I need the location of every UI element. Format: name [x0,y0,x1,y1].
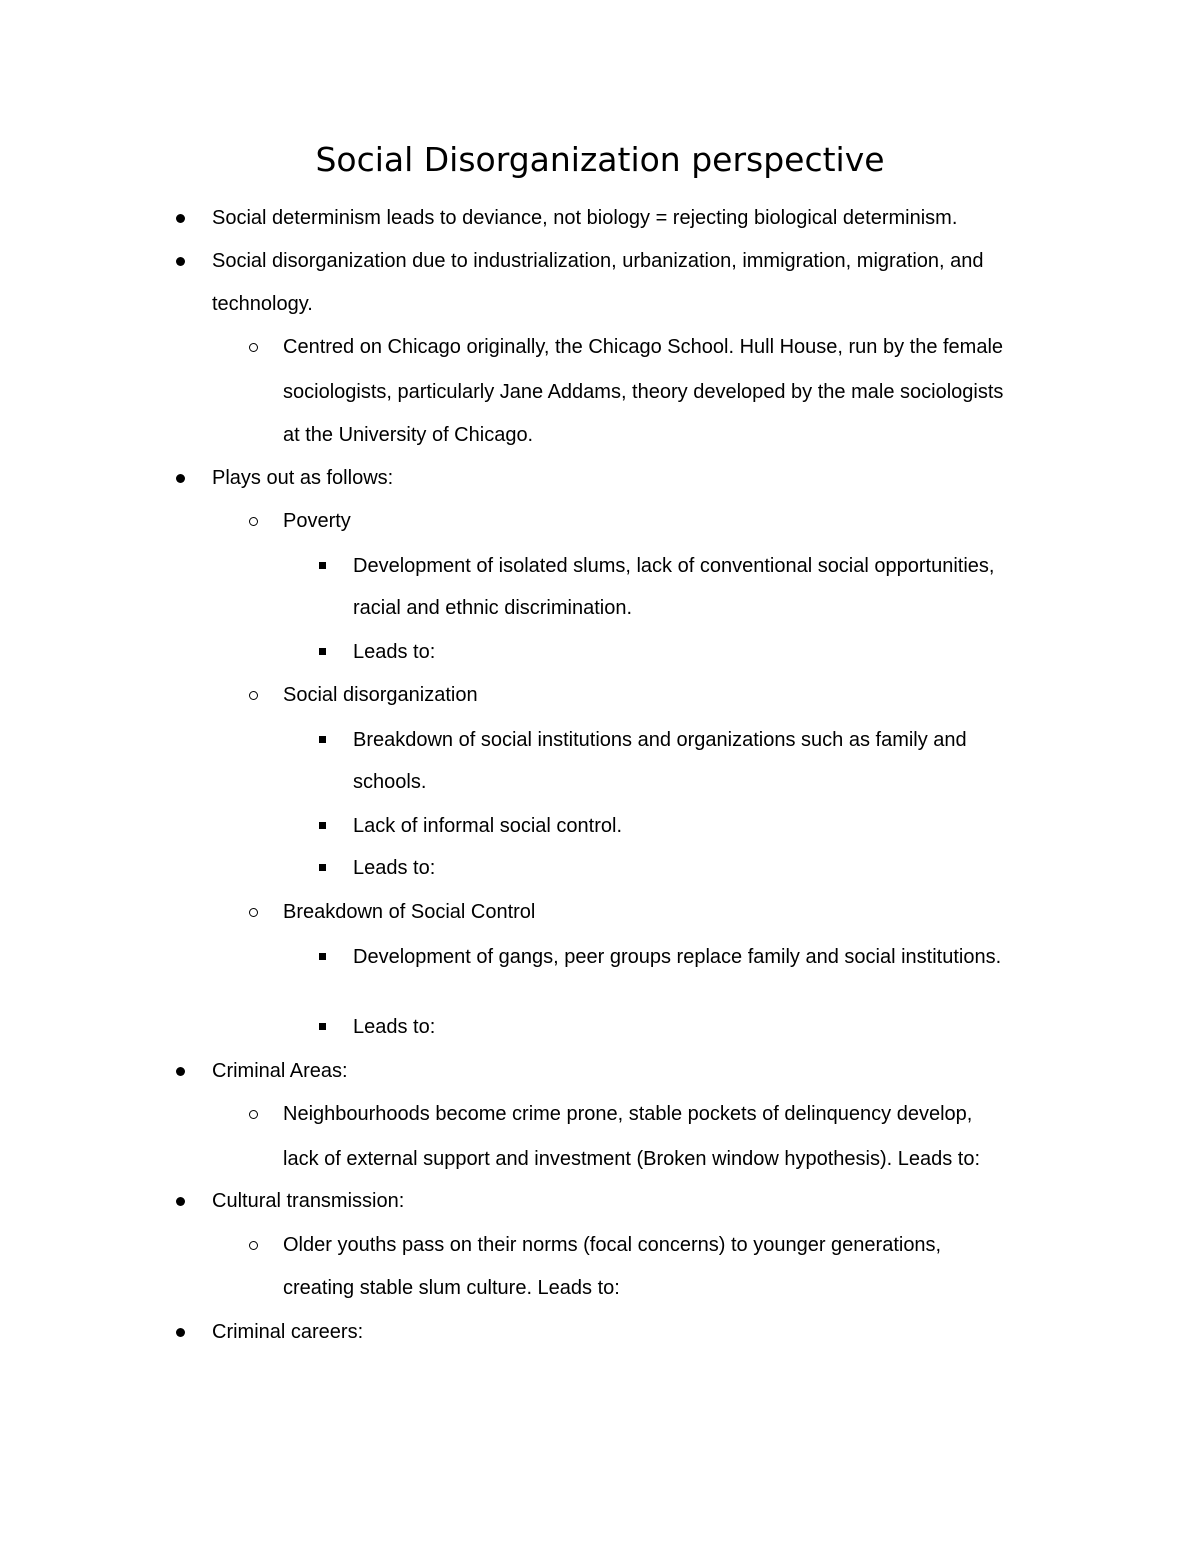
bullet-dot-icon [176,474,185,483]
bullet-square-icon [319,1023,326,1030]
bullet-circle-icon [249,517,258,526]
list-item-line: Development of gangs, peer groups replace family and social institutions. [353,946,1002,968]
bullet-circle-icon [249,908,258,917]
bullet-circle-icon [249,1241,258,1250]
bullet-square-icon [319,822,326,829]
bullet-circle-icon [249,343,258,352]
list-item-line: Centred on Chicago originally, the Chicago School. Hull House, run by the female [283,336,1004,358]
list-item-line: at the University of Chicago. [283,424,534,446]
list-item-line: Poverty [283,510,351,532]
bullet-dot-icon [176,257,185,266]
list-item-line: Leads to: [353,641,436,663]
bullet-circle-icon [249,691,258,700]
list-item-line: Criminal Areas: [212,1060,348,1082]
list-item-line: Social determinism leads to deviance, not biology = rejecting biological determinism. [212,207,958,229]
bullet-square-icon [319,953,326,960]
list-item-line: Social disorganization [283,684,478,706]
list-item-line: Older youths pass on their norms (focal concerns) to younger generations, [283,1234,942,1256]
bullet-dot-icon [176,1328,185,1337]
list-item-line: Breakdown of Social Control [283,901,536,923]
bullet-circle-icon [249,1110,258,1119]
bullet-dot-icon [176,214,185,223]
list-item-line: lack of external support and investment (Broken window hypothesis). Leads to: [283,1148,981,1170]
list-item-line: Social disorganization due to industrialization, urbanization, immigration, migration, and [212,250,984,272]
list-item-line: Leads to: [353,857,436,879]
list-item-line: Leads to: [353,1016,436,1038]
bullet-square-icon [319,864,326,871]
list-item-line: Breakdown of social institutions and organizations such as family and [353,729,967,751]
bullet-dot-icon [176,1067,185,1076]
bullet-dot-icon [176,1197,185,1206]
list-item-line: Lack of informal social control. [353,815,623,837]
list-item-line: Criminal careers: [212,1321,364,1343]
list-item-line: sociologists, particularly Jane Addams, theory developed by the male sociologists [283,381,1004,403]
list-item-line: racial and ethnic discrimination. [353,597,633,619]
bullet-square-icon [319,648,326,655]
page-title: Social Disorganization perspective [315,140,885,179]
list-item-line: Cultural transmission: [212,1190,405,1212]
list-item-line: technology. [212,293,313,315]
list-item-line: Plays out as follows: [212,467,394,489]
list-item-line: Development of isolated slums, lack of conventional social opportunities, [353,555,995,577]
bullet-square-icon [319,736,326,743]
bullet-square-icon [319,562,326,569]
list-item-line: creating stable slum culture. Leads to: [283,1277,620,1299]
list-item-line: Neighbourhoods become crime prone, stable pockets of delinquency develop, [283,1103,973,1125]
list-item-line: schools. [353,771,427,793]
